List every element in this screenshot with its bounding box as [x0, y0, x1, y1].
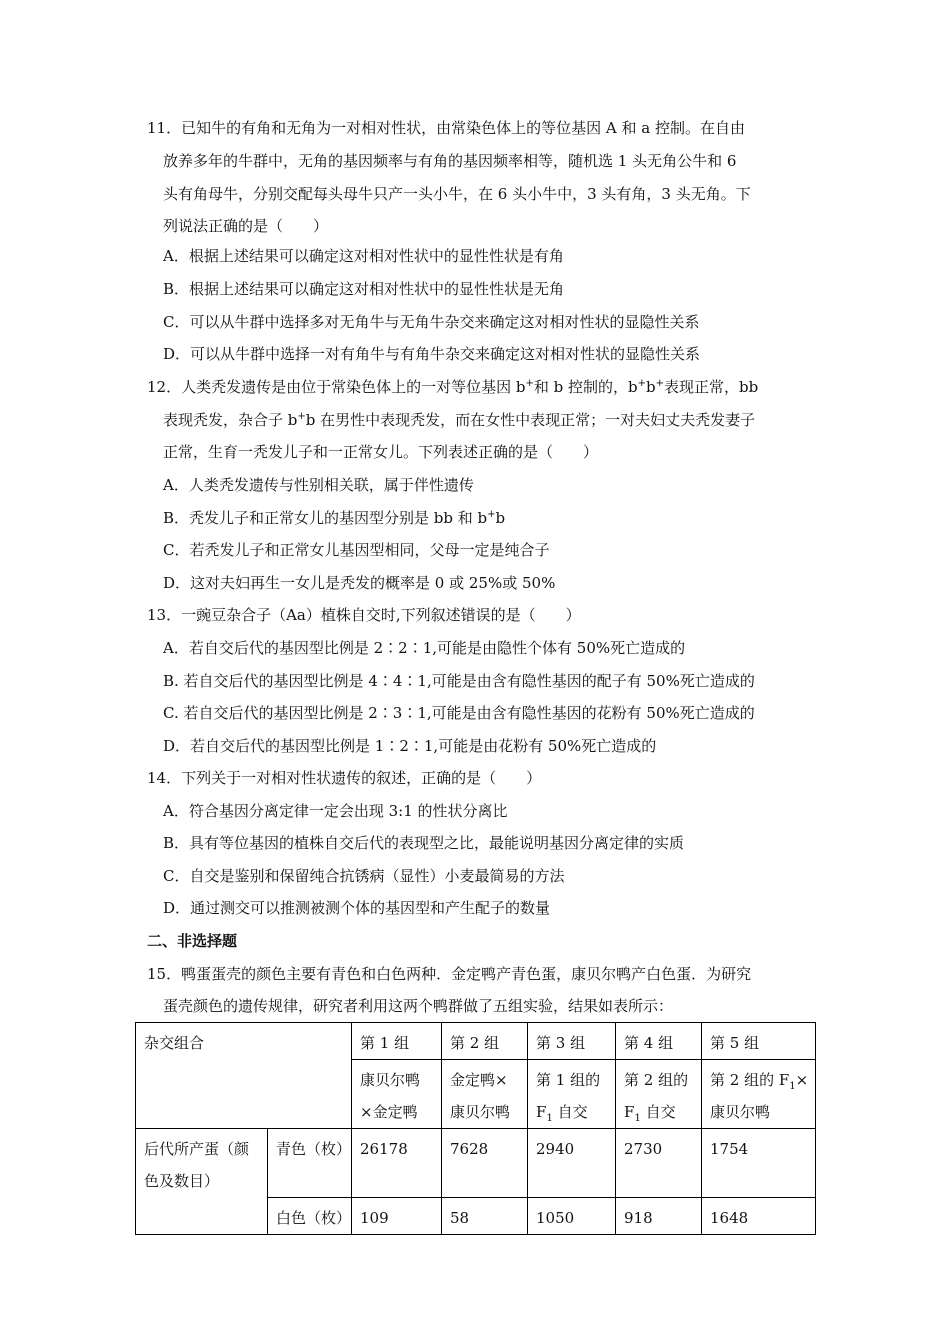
cross-cell: 第 2 组的 $F_1\times$ 康贝尔鸭: [702, 1060, 816, 1129]
row-label-cell: 后代所产蛋（颜 色及数目）: [136, 1129, 268, 1198]
q12-stem-line-3: 正常，生育一秃发儿子和一正常女儿。下列表述正确的是（ ）: [163, 443, 599, 461]
value-cell: 2940: [528, 1129, 616, 1198]
q14-stem: 14．下列关于一对相对性状遗传的叙述，正确的是（ ）: [147, 769, 542, 787]
q12-option-a: A．人类秃发遗传与性别相关联，属于伴性遗传: [163, 476, 474, 494]
q11-option-d: D．可以从牛群中选择一对有角牛与有角牛杂交来确定这对相对性状的显隐性关系: [163, 345, 701, 363]
q11-stem-line-1: 11．已知牛的有角和无角为一对相对性状，由常染色体上的等位基因 A 和 a 控制。在自由: [147, 119, 745, 137]
q12-option-c: C．若秃发儿子和正常女儿基因型相同，父母一定是纯合子: [163, 541, 550, 559]
table-row: [136, 1023, 816, 1060]
q11-stem-line-2: 放养多年的牛群中，无角的基因频率与有角的基因频率相等，随机选 1 头无角公牛和 6: [163, 152, 737, 170]
value-cell: 918: [616, 1197, 702, 1234]
q14-option-b: B．具有等位基因的植株自交后代的表现型之比，最能说明基因分离定律的实质: [163, 834, 685, 852]
table-row: [136, 1197, 816, 1234]
value-cell: 109: [352, 1197, 442, 1234]
q15-stem-line-2: 蛋壳颜色的遗传规律，研究者利用这两个鸭群做了五组实验，结果如表所示：: [163, 997, 674, 1015]
cross-cell: 金定鸭× 康贝尔鸭: [442, 1060, 528, 1129]
value-cell: 1648: [702, 1197, 816, 1234]
q11-stem-line-3: 头有角母牛，分别交配每头母牛只产一头小牛，在 6 头小牛中，3 头有角，3 头无角。下: [163, 185, 751, 203]
empty-cell: [136, 1197, 268, 1234]
q15-stem-line-1: 15．鸭蛋蛋壳的颜色主要有青色和白色两种．金定鸭产青色蛋，康贝尔鸭产白色蛋．为研究: [147, 965, 752, 983]
q13-option-c: C. 若自交后代的基因型比例是 2∶3∶1,可能是由含有隐性基因的花粉有 50%死亡造成的: [163, 704, 755, 722]
q13-stem: 13．一豌豆杂合子（Aa）植株自交时,下列叙述错误的是（ ）: [147, 606, 581, 624]
q13-option-a: A．若自交后代的基因型比例是 2∶2∶1,可能是由隐性个体有 50%死亡造成的: [163, 639, 686, 657]
q14-option-a: A．符合基因分离定律一定会出现 3:1 的性状分离比: [163, 802, 508, 820]
section-heading: 二、非选择题: [147, 932, 238, 950]
q12-option-b: B．秃发儿子和正常女儿的基因型分别是 bb 和 b+b: [163, 509, 506, 527]
q12-stem-line-2: 表现秃发，杂合子 b+b 在男性中表现秃发，而在女性中表现正常；一对夫妇丈夫秃发妻子: [163, 411, 756, 429]
group-header: 第 2 组: [442, 1023, 528, 1060]
group-header: 第 3 组: [528, 1023, 616, 1060]
group-header: 第 5 组: [702, 1023, 816, 1060]
q11-option-c: C．可以从牛群中选择多对无角牛与无角牛杂交来确定这对相对性状的显隐性关系: [163, 313, 700, 331]
table-row: [136, 1129, 816, 1198]
results-table: [135, 1022, 816, 1235]
q12-option-d: D．这对夫妇再生一女儿是秃发的概率是 0 或 25%或 50%: [163, 574, 556, 592]
q13-option-b: B. 若自交后代的基因型比例是 4∶4∶1,可能是由含有隐性基因的配子有 50%死亡造成的: [163, 672, 755, 690]
group-header: 第 1 组: [352, 1023, 442, 1060]
q12-stem-line-1: 12．人类秃发遗传是由位于常染色体上的一对等位基因 b+和 b 控制的，b+b+表现正常，bb: [147, 378, 759, 396]
q11-option-b: B．根据上述结果可以确定这对相对性状中的显性性状是无角: [163, 280, 565, 298]
q14-option-c: C．自交是鉴别和保留纯合抗锈病（显性）小麦最简易的方法: [163, 867, 565, 885]
white-label-cell: 白色（枚）: [268, 1197, 352, 1234]
q11-stem-line-4: 列说法正确的是（ ）: [163, 217, 329, 235]
table-corner-cell: 杂交组合: [136, 1023, 352, 1129]
value-cell: 26178: [352, 1129, 442, 1198]
q13-option-d: D．若自交后代的基因型比例是 1∶2∶1,可能是由花粉有 50%死亡造成的: [163, 737, 657, 755]
cross-cell: 第 2 组的 $F_1$ 自交: [616, 1060, 702, 1129]
q11-option-a: A．根据上述结果可以确定这对相对性状中的显性性状是有角: [163, 247, 564, 265]
group-header: 第 4 组: [616, 1023, 702, 1060]
cross-cell: 第 1 组的 $F_1$ 自交: [528, 1060, 616, 1129]
cyan-label-cell: 青色（枚）: [268, 1129, 352, 1198]
value-cell: 7628: [442, 1129, 528, 1198]
value-cell: 2730: [616, 1129, 702, 1198]
value-cell: 1050: [528, 1197, 616, 1234]
value-cell: 58: [442, 1197, 528, 1234]
q14-option-d: D．通过测交可以推测被测个体的基因型和产生配子的数量: [163, 899, 551, 917]
value-cell: 1754: [702, 1129, 816, 1198]
cross-cell: 康贝尔鸭 ×金定鸭: [352, 1060, 442, 1129]
